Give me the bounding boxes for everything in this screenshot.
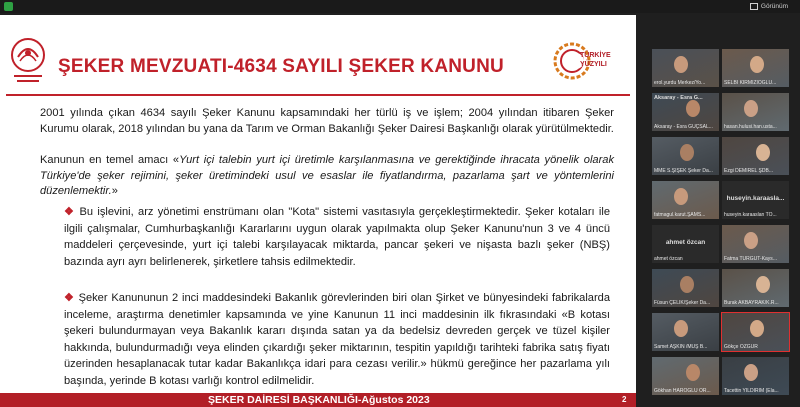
participant-face bbox=[744, 232, 758, 249]
participant-label: Füsun ÇELİK/Şeker Da... bbox=[654, 300, 711, 306]
participant-tile[interactable] bbox=[722, 49, 789, 87]
participant-label: huseyin.karaaslan TO... bbox=[724, 212, 777, 218]
title-divider bbox=[6, 94, 630, 96]
purpose-quote: Yurt içi talebin yurt içi üretimle karşılanmasına ve gerektiğinde ihracata yönelik olarak Türkiye'de şeker rejimini, şeker üretimindeki usul ve esaslar ile fiyatlandırma, pazarlama şart ve yöntemlerini düzenlemektir. bbox=[40, 154, 614, 197]
participant-label: erol.yurdu Merkez/Yo... bbox=[654, 80, 706, 86]
ministry-logo-icon bbox=[8, 35, 48, 87]
participant-name-display: ahmet özcan bbox=[665, 239, 706, 246]
view-button[interactable] bbox=[750, 1, 788, 12]
logo-right-text bbox=[580, 51, 611, 69]
participant-label: Gökçe ÖZGÜR bbox=[724, 344, 758, 350]
participant-tile[interactable] bbox=[722, 313, 789, 351]
participant-label: Ezgi DEMİREL ŞDB... bbox=[724, 168, 773, 174]
participant-face bbox=[744, 364, 758, 381]
inspection-bullet-text: Şeker Kanununun 2 inci maddesindeki Bakanlık görevlerinden biri olan Şirket ve bünyesindeki fabrikalarda inceleme, araştırma denetimler kapsamında ve yine Kanunun 11 inci maddesinin ilk fıkrasındaki «B kotası şekeri bulundurmayan veya Bakanlık kararı dışında satan ya da bedelsiz devreden gerçek ve tüzel kişiler hakkında, bulundurmadığı veya elinden çıkardığı şeker miktarının, tespitin yapıldığı tarihteki fabrika satış fiyatı üzerinden hesaplanacak tutar kadar Bakanlıkça idari para cezası verilir.» hükmü gereğince her pazarlama yılı başında, yerinde B kotası varlığı kontrol edilmelidir. bbox=[64, 292, 610, 387]
participant-tile[interactable] bbox=[652, 181, 719, 219]
participant-label: Burak AKBAYRAK/K.R... bbox=[724, 300, 779, 306]
page-number: 2 bbox=[622, 395, 627, 404]
participant-face bbox=[744, 100, 758, 117]
logo-right-line2: YÜZYILI bbox=[580, 61, 607, 68]
participant-tile[interactable] bbox=[652, 357, 719, 395]
participant-tile[interactable] bbox=[722, 269, 789, 307]
participant-label: Gökhan HAROĞLU OR... bbox=[654, 388, 711, 394]
participant-label: ahmet özcan bbox=[654, 256, 683, 262]
meeting-top-bar bbox=[0, 0, 800, 13]
participant-face bbox=[674, 320, 688, 337]
participant-tile[interactable] bbox=[722, 225, 789, 263]
participant-face bbox=[674, 188, 688, 205]
participant-tile[interactable] bbox=[652, 313, 719, 351]
participant-tile[interactable] bbox=[722, 93, 789, 131]
grid-view-icon bbox=[750, 3, 758, 10]
footer-text: ŞEKER DAİRESİ BAŞKANLIĞI-Ağustos 2023 bbox=[208, 394, 430, 406]
participant-label: SELBİ KIRMIZIOĞLU... bbox=[724, 80, 777, 86]
quota-bullet-block bbox=[64, 204, 610, 270]
participant-tile[interactable] bbox=[722, 137, 789, 175]
participant-label: Aksaray - Esra GÜÇSAL... bbox=[654, 124, 713, 130]
participant-face bbox=[674, 56, 688, 73]
view-button-label: Görünüm bbox=[760, 3, 788, 10]
participant-label: Samet AŞKIN /MUŞ B... bbox=[654, 344, 708, 350]
participant-tile[interactable] bbox=[652, 137, 719, 175]
participant-label: MME S.ŞİŞEK Şeker Da... bbox=[654, 168, 713, 174]
diamond-bullet-icon: ❖ bbox=[64, 292, 75, 304]
quota-bullet-text: Bu işlevini, arz yönetimi enstrümanı olan "Kota" sistemi vasıtasıyla gerçekleştirmektedir. Şeker kotaları ile ilgili çalışmalar, Cumhurbaşkanlığı Kararlarını uygun olarak yapılmakta olup Şeker Kanunu'nun 3 ve 4 üncü maddeleri çerçevesinde, yurt içi talebi karşılayacak miktarda, pancar şekeri ve nişasta bazlı şeker (NBŞ) bazında ayrı ayrı belirlenerek, şirketlere tahsis edilmektedir. bbox=[64, 206, 610, 268]
participant-name-display: huseyin.karaasla... bbox=[726, 195, 785, 202]
participant-face bbox=[686, 364, 700, 381]
participant-face bbox=[750, 320, 764, 337]
intro-paragraph: 2001 yılında çıkan 4634 sayılı Şeker Kanunu kapsamındaki her türlü iş ve işlem; 2004 yılından itibaren Şeker Kurumu olarak, 2018 yılından bu yana da Tarım ve Orman Bakanlığı Şeker Dairesi Başkanlığı olarak yürütülmektedir. bbox=[40, 107, 614, 135]
logo-right-line1: TÜRKİYE bbox=[580, 52, 611, 59]
purpose-tail: » bbox=[111, 185, 118, 197]
shield-icon bbox=[4, 2, 13, 11]
participant-label: fatmagul.karut.ŞAMS... bbox=[654, 212, 706, 218]
participant-face bbox=[680, 276, 694, 293]
participant-label: hasan.hulusi.han.usta... bbox=[724, 124, 777, 130]
diamond-bullet-icon: ❖ bbox=[64, 206, 76, 218]
participant-tile[interactable] bbox=[652, 49, 719, 87]
participant-tile[interactable] bbox=[652, 225, 719, 263]
participant-face bbox=[756, 144, 770, 161]
shared-slide bbox=[0, 15, 636, 407]
purpose-lead: Kanunun en temel amacı « bbox=[40, 154, 180, 166]
participant-face bbox=[750, 56, 764, 73]
participant-tile[interactable] bbox=[652, 269, 719, 307]
participant-name-display: Aksaray - Esra G... bbox=[654, 95, 703, 101]
slide-footer bbox=[0, 393, 636, 407]
purpose-paragraph bbox=[40, 153, 614, 200]
participant-label: Fatma TURGUT-Kays... bbox=[724, 256, 777, 262]
participant-tile[interactable] bbox=[722, 181, 789, 219]
slide-title: ŞEKER MEVZUATI-4634 SAYILI ŞEKER KANUNU bbox=[58, 56, 504, 77]
participant-tile[interactable] bbox=[722, 357, 789, 395]
participant-face bbox=[680, 144, 694, 161]
inspection-bullet-block bbox=[64, 290, 610, 390]
participant-face bbox=[686, 100, 700, 117]
participant-tile[interactable] bbox=[652, 93, 719, 131]
participant-label: Tacettin YILDIRIM (Ela... bbox=[724, 388, 779, 394]
participant-face bbox=[756, 276, 770, 293]
